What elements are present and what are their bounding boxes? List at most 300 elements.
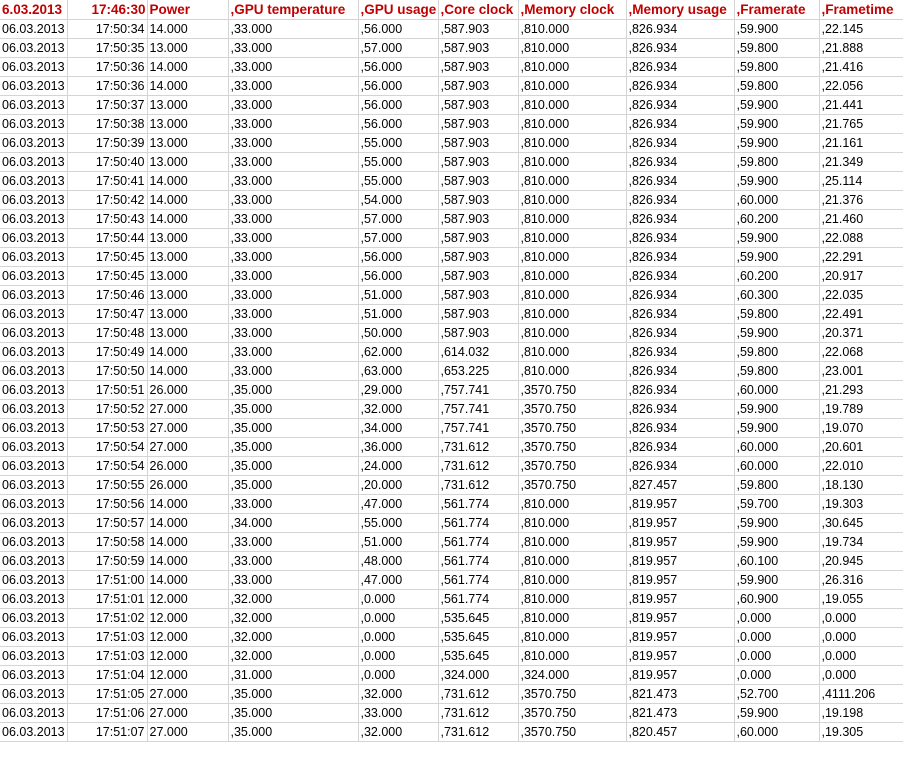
cell-memory-clock[interactable]: ,810.000	[518, 95, 626, 114]
cell-core-clock[interactable]: ,731.612	[438, 684, 518, 703]
cell-gpu-temperature[interactable]: ,33.000	[228, 95, 358, 114]
cell-time[interactable]: 17:50:40	[67, 152, 147, 171]
cell-framerate[interactable]: ,59.800	[734, 361, 819, 380]
cell-gpu-temperature[interactable]: ,35.000	[228, 703, 358, 722]
cell-gpu-temperature[interactable]: ,35.000	[228, 456, 358, 475]
cell-memory-clock[interactable]: ,810.000	[518, 627, 626, 646]
cell-memory-usage[interactable]: ,826.934	[626, 152, 734, 171]
cell-memory-clock[interactable]: ,810.000	[518, 266, 626, 285]
cell-time[interactable]: 17:50:54	[67, 456, 147, 475]
cell-memory-clock[interactable]: ,3570.750	[518, 437, 626, 456]
cell-core-clock[interactable]: ,587.903	[438, 114, 518, 133]
cell-date[interactable]: 06.03.2013	[0, 456, 67, 475]
cell-power[interactable]: 13.000	[147, 228, 228, 247]
cell-frametime[interactable]: ,21.888	[819, 38, 903, 57]
cell-gpu-temperature[interactable]: ,33.000	[228, 133, 358, 152]
cell-core-clock[interactable]: ,561.774	[438, 589, 518, 608]
cell-memory-clock[interactable]: ,810.000	[518, 494, 626, 513]
cell-date[interactable]: 06.03.2013	[0, 228, 67, 247]
cell-memory-clock[interactable]: ,810.000	[518, 532, 626, 551]
cell-memory-clock[interactable]: ,3570.750	[518, 722, 626, 741]
cell-memory-usage[interactable]: ,826.934	[626, 342, 734, 361]
cell-core-clock[interactable]: ,587.903	[438, 323, 518, 342]
cell-time[interactable]: 17:50:45	[67, 266, 147, 285]
cell-framerate[interactable]: ,0.000	[734, 665, 819, 684]
cell-framerate[interactable]: ,59.900	[734, 418, 819, 437]
cell-date[interactable]: 06.03.2013	[0, 190, 67, 209]
cell-memory-clock[interactable]: ,3570.750	[518, 380, 626, 399]
cell-gpu-temperature[interactable]: ,34.000	[228, 513, 358, 532]
cell-memory-clock[interactable]: ,3570.750	[518, 456, 626, 475]
cell-power[interactable]: 13.000	[147, 95, 228, 114]
cell-core-clock[interactable]: ,587.903	[438, 190, 518, 209]
cell-date[interactable]: 06.03.2013	[0, 266, 67, 285]
cell-memory-clock[interactable]: ,810.000	[518, 152, 626, 171]
cell-gpu-usage[interactable]: ,32.000	[358, 399, 438, 418]
cell-time[interactable]: 17:50:55	[67, 475, 147, 494]
cell-gpu-temperature[interactable]: ,32.000	[228, 608, 358, 627]
cell-core-clock[interactable]: ,587.903	[438, 247, 518, 266]
cell-memory-usage[interactable]: ,826.934	[626, 171, 734, 190]
cell-core-clock[interactable]: ,587.903	[438, 76, 518, 95]
cell-power[interactable]: 12.000	[147, 627, 228, 646]
cell-framerate[interactable]: ,59.800	[734, 475, 819, 494]
cell-time[interactable]: 17:51:03	[67, 646, 147, 665]
cell-time[interactable]: 17:50:45	[67, 247, 147, 266]
cell-frametime[interactable]: ,0.000	[819, 627, 903, 646]
cell-gpu-usage[interactable]: ,57.000	[358, 209, 438, 228]
cell-memory-usage[interactable]: ,826.934	[626, 266, 734, 285]
cell-framerate[interactable]: ,0.000	[734, 608, 819, 627]
cell-date[interactable]: 06.03.2013	[0, 475, 67, 494]
cell-framerate[interactable]: ,0.000	[734, 646, 819, 665]
cell-gpu-temperature[interactable]: ,35.000	[228, 475, 358, 494]
cell-frametime[interactable]: ,22.491	[819, 304, 903, 323]
cell-memory-usage[interactable]: ,826.934	[626, 19, 734, 38]
cell-framerate[interactable]: ,59.800	[734, 38, 819, 57]
cell-power[interactable]: 13.000	[147, 114, 228, 133]
cell-gpu-temperature[interactable]: ,33.000	[228, 247, 358, 266]
cell-memory-clock[interactable]: ,810.000	[518, 285, 626, 304]
cell-power[interactable]: 12.000	[147, 589, 228, 608]
cell-core-clock[interactable]: ,587.903	[438, 285, 518, 304]
cell-memory-clock[interactable]: ,810.000	[518, 114, 626, 133]
cell-frametime[interactable]: ,18.130	[819, 475, 903, 494]
cell-memory-clock[interactable]: ,810.000	[518, 171, 626, 190]
cell-time[interactable]: 17:51:00	[67, 570, 147, 589]
cell-core-clock[interactable]: ,731.612	[438, 437, 518, 456]
cell-core-clock[interactable]: ,587.903	[438, 266, 518, 285]
cell-framerate[interactable]: ,59.900	[734, 95, 819, 114]
cell-date[interactable]: 06.03.2013	[0, 285, 67, 304]
cell-framerate[interactable]: ,59.700	[734, 494, 819, 513]
cell-framerate[interactable]: ,60.200	[734, 209, 819, 228]
cell-memory-clock[interactable]: ,810.000	[518, 570, 626, 589]
cell-frametime[interactable]: ,19.734	[819, 532, 903, 551]
cell-gpu-usage[interactable]: ,36.000	[358, 437, 438, 456]
header-cell-time[interactable]: 17:46:30	[67, 0, 147, 19]
cell-frametime[interactable]: ,22.068	[819, 342, 903, 361]
cell-time[interactable]: 17:50:56	[67, 494, 147, 513]
cell-frametime[interactable]: ,22.056	[819, 76, 903, 95]
cell-power[interactable]: 14.000	[147, 551, 228, 570]
cell-framerate[interactable]: ,60.200	[734, 266, 819, 285]
cell-power[interactable]: 26.000	[147, 475, 228, 494]
cell-core-clock[interactable]: ,561.774	[438, 513, 518, 532]
cell-gpu-usage[interactable]: ,0.000	[358, 589, 438, 608]
cell-frametime[interactable]: ,21.376	[819, 190, 903, 209]
cell-core-clock[interactable]: ,561.774	[438, 494, 518, 513]
cell-time[interactable]: 17:50:57	[67, 513, 147, 532]
cell-core-clock[interactable]: ,757.741	[438, 380, 518, 399]
cell-frametime[interactable]: ,20.917	[819, 266, 903, 285]
cell-gpu-usage[interactable]: ,55.000	[358, 133, 438, 152]
cell-framerate[interactable]: ,59.800	[734, 342, 819, 361]
cell-framerate[interactable]: ,59.800	[734, 76, 819, 95]
cell-memory-clock[interactable]: ,810.000	[518, 551, 626, 570]
cell-framerate[interactable]: ,59.900	[734, 703, 819, 722]
cell-gpu-usage[interactable]: ,51.000	[358, 285, 438, 304]
cell-power[interactable]: 13.000	[147, 133, 228, 152]
cell-framerate[interactable]: ,59.800	[734, 304, 819, 323]
cell-date[interactable]: 06.03.2013	[0, 38, 67, 57]
cell-date[interactable]: 06.03.2013	[0, 133, 67, 152]
cell-gpu-temperature[interactable]: ,35.000	[228, 399, 358, 418]
cell-time[interactable]: 17:50:50	[67, 361, 147, 380]
cell-time[interactable]: 17:50:41	[67, 171, 147, 190]
cell-core-clock[interactable]: ,731.612	[438, 456, 518, 475]
cell-memory-clock[interactable]: ,3570.750	[518, 684, 626, 703]
cell-gpu-temperature[interactable]: ,33.000	[228, 570, 358, 589]
cell-frametime[interactable]: ,0.000	[819, 608, 903, 627]
cell-memory-clock[interactable]: ,810.000	[518, 361, 626, 380]
cell-power[interactable]: 27.000	[147, 399, 228, 418]
cell-memory-usage[interactable]: ,826.934	[626, 190, 734, 209]
cell-memory-usage[interactable]: ,826.934	[626, 456, 734, 475]
header-cell-memory-clock[interactable]: ,Memory clock	[518, 0, 626, 19]
cell-date[interactable]: 06.03.2013	[0, 437, 67, 456]
cell-time[interactable]: 17:50:52	[67, 399, 147, 418]
cell-framerate[interactable]: ,60.000	[734, 190, 819, 209]
header-cell-gpu-usage[interactable]: ,GPU usage	[358, 0, 438, 19]
cell-memory-usage[interactable]: ,826.934	[626, 38, 734, 57]
header-cell-framerate[interactable]: ,Framerate	[734, 0, 819, 19]
cell-gpu-usage[interactable]: ,56.000	[358, 247, 438, 266]
cell-framerate[interactable]: ,60.000	[734, 456, 819, 475]
cell-gpu-temperature[interactable]: ,33.000	[228, 76, 358, 95]
cell-power[interactable]: 14.000	[147, 19, 228, 38]
cell-gpu-usage[interactable]: ,32.000	[358, 722, 438, 741]
cell-gpu-usage[interactable]: ,33.000	[358, 703, 438, 722]
cell-power[interactable]: 27.000	[147, 418, 228, 437]
cell-memory-usage[interactable]: ,826.934	[626, 304, 734, 323]
cell-memory-clock[interactable]: ,810.000	[518, 589, 626, 608]
cell-memory-clock[interactable]: ,810.000	[518, 57, 626, 76]
cell-time[interactable]: 17:50:36	[67, 76, 147, 95]
cell-frametime[interactable]: ,25.114	[819, 171, 903, 190]
cell-gpu-temperature[interactable]: ,33.000	[228, 266, 358, 285]
cell-frametime[interactable]: ,23.001	[819, 361, 903, 380]
cell-memory-usage[interactable]: ,826.934	[626, 361, 734, 380]
header-cell-power[interactable]: Power	[147, 0, 228, 19]
cell-date[interactable]: 06.03.2013	[0, 247, 67, 266]
cell-gpu-usage[interactable]: ,0.000	[358, 608, 438, 627]
cell-date[interactable]: 06.03.2013	[0, 209, 67, 228]
cell-gpu-temperature[interactable]: ,33.000	[228, 190, 358, 209]
cell-gpu-usage[interactable]: ,57.000	[358, 38, 438, 57]
cell-framerate[interactable]: ,60.300	[734, 285, 819, 304]
cell-memory-usage[interactable]: ,826.934	[626, 114, 734, 133]
cell-frametime[interactable]: ,26.316	[819, 570, 903, 589]
cell-date[interactable]: 06.03.2013	[0, 19, 67, 38]
cell-gpu-usage[interactable]: ,55.000	[358, 513, 438, 532]
cell-power[interactable]: 13.000	[147, 38, 228, 57]
cell-date[interactable]: 06.03.2013	[0, 703, 67, 722]
cell-time[interactable]: 17:50:58	[67, 532, 147, 551]
cell-date[interactable]: 06.03.2013	[0, 608, 67, 627]
cell-power[interactable]: 14.000	[147, 57, 228, 76]
cell-core-clock[interactable]: ,587.903	[438, 228, 518, 247]
cell-memory-clock[interactable]: ,810.000	[518, 133, 626, 152]
cell-core-clock[interactable]: ,587.903	[438, 95, 518, 114]
cell-power[interactable]: 13.000	[147, 266, 228, 285]
cell-power[interactable]: 14.000	[147, 532, 228, 551]
cell-power[interactable]: 14.000	[147, 209, 228, 228]
cell-frametime[interactable]: ,21.293	[819, 380, 903, 399]
cell-core-clock[interactable]: ,535.645	[438, 608, 518, 627]
cell-time[interactable]: 17:50:39	[67, 133, 147, 152]
cell-gpu-usage[interactable]: ,56.000	[358, 266, 438, 285]
cell-gpu-temperature[interactable]: ,33.000	[228, 551, 358, 570]
cell-time[interactable]: 17:50:51	[67, 380, 147, 399]
cell-frametime[interactable]: ,0.000	[819, 665, 903, 684]
cell-memory-usage[interactable]: ,826.934	[626, 418, 734, 437]
cell-framerate[interactable]: ,59.900	[734, 513, 819, 532]
cell-frametime[interactable]: ,22.291	[819, 247, 903, 266]
cell-framerate[interactable]: ,60.000	[734, 437, 819, 456]
cell-framerate[interactable]: ,0.000	[734, 627, 819, 646]
cell-core-clock[interactable]: ,535.645	[438, 646, 518, 665]
cell-time[interactable]: 17:50:54	[67, 437, 147, 456]
cell-memory-usage[interactable]: ,826.934	[626, 247, 734, 266]
cell-date[interactable]: 06.03.2013	[0, 76, 67, 95]
cell-time[interactable]: 17:50:43	[67, 209, 147, 228]
cell-frametime[interactable]: ,19.305	[819, 722, 903, 741]
cell-gpu-temperature[interactable]: ,33.000	[228, 209, 358, 228]
cell-core-clock[interactable]: ,731.612	[438, 703, 518, 722]
cell-date[interactable]: 06.03.2013	[0, 589, 67, 608]
cell-date[interactable]: 06.03.2013	[0, 323, 67, 342]
cell-framerate[interactable]: ,59.900	[734, 19, 819, 38]
cell-memory-usage[interactable]: ,826.934	[626, 399, 734, 418]
cell-power[interactable]: 13.000	[147, 285, 228, 304]
cell-framerate[interactable]: ,59.900	[734, 247, 819, 266]
cell-framerate[interactable]: ,59.900	[734, 228, 819, 247]
cell-gpu-usage[interactable]: ,55.000	[358, 171, 438, 190]
cell-frametime[interactable]: ,21.161	[819, 133, 903, 152]
cell-gpu-temperature[interactable]: ,35.000	[228, 437, 358, 456]
cell-gpu-usage[interactable]: ,54.000	[358, 190, 438, 209]
cell-time[interactable]: 17:50:38	[67, 114, 147, 133]
cell-core-clock[interactable]: ,614.032	[438, 342, 518, 361]
cell-framerate[interactable]: ,59.900	[734, 323, 819, 342]
cell-gpu-temperature[interactable]: ,33.000	[228, 152, 358, 171]
cell-core-clock[interactable]: ,561.774	[438, 551, 518, 570]
cell-gpu-usage[interactable]: ,63.000	[358, 361, 438, 380]
cell-date[interactable]: 06.03.2013	[0, 570, 67, 589]
cell-date[interactable]: 06.03.2013	[0, 513, 67, 532]
cell-power[interactable]: 13.000	[147, 304, 228, 323]
cell-date[interactable]: 06.03.2013	[0, 418, 67, 437]
cell-memory-usage[interactable]: ,826.934	[626, 380, 734, 399]
cell-gpu-usage[interactable]: ,0.000	[358, 665, 438, 684]
cell-gpu-temperature[interactable]: ,32.000	[228, 646, 358, 665]
cell-time[interactable]: 17:51:07	[67, 722, 147, 741]
header-cell-date[interactable]: 6.03.2013	[0, 0, 67, 19]
cell-memory-usage[interactable]: ,819.957	[626, 665, 734, 684]
cell-gpu-temperature[interactable]: ,33.000	[228, 38, 358, 57]
cell-gpu-temperature[interactable]: ,33.000	[228, 285, 358, 304]
cell-memory-usage[interactable]: ,826.934	[626, 228, 734, 247]
cell-frametime[interactable]: ,21.441	[819, 95, 903, 114]
cell-framerate[interactable]: ,60.000	[734, 380, 819, 399]
cell-framerate[interactable]: ,59.900	[734, 133, 819, 152]
cell-memory-usage[interactable]: ,826.934	[626, 57, 734, 76]
cell-memory-clock[interactable]: ,3570.750	[518, 475, 626, 494]
cell-date[interactable]: 06.03.2013	[0, 532, 67, 551]
cell-gpu-usage[interactable]: ,55.000	[358, 152, 438, 171]
cell-gpu-temperature[interactable]: ,33.000	[228, 323, 358, 342]
cell-time[interactable]: 17:50:48	[67, 323, 147, 342]
cell-date[interactable]: 06.03.2013	[0, 380, 67, 399]
cell-power[interactable]: 14.000	[147, 171, 228, 190]
cell-memory-clock[interactable]: ,810.000	[518, 646, 626, 665]
cell-core-clock[interactable]: ,731.612	[438, 722, 518, 741]
cell-time[interactable]: 17:50:47	[67, 304, 147, 323]
cell-power[interactable]: 12.000	[147, 646, 228, 665]
cell-core-clock[interactable]: ,653.225	[438, 361, 518, 380]
cell-gpu-usage[interactable]: ,0.000	[358, 627, 438, 646]
cell-core-clock[interactable]: ,561.774	[438, 532, 518, 551]
cell-memory-clock[interactable]: ,810.000	[518, 76, 626, 95]
cell-date[interactable]: 06.03.2013	[0, 684, 67, 703]
cell-gpu-usage[interactable]: ,56.000	[358, 76, 438, 95]
cell-time[interactable]: 17:51:06	[67, 703, 147, 722]
cell-date[interactable]: 06.03.2013	[0, 551, 67, 570]
cell-date[interactable]: 06.03.2013	[0, 627, 67, 646]
cell-memory-usage[interactable]: ,826.934	[626, 76, 734, 95]
cell-frametime[interactable]: ,20.601	[819, 437, 903, 456]
cell-memory-usage[interactable]: ,819.957	[626, 646, 734, 665]
cell-memory-clock[interactable]: ,324.000	[518, 665, 626, 684]
cell-gpu-usage[interactable]: ,47.000	[358, 494, 438, 513]
cell-date[interactable]: 06.03.2013	[0, 304, 67, 323]
cell-date[interactable]: 06.03.2013	[0, 342, 67, 361]
cell-power[interactable]: 14.000	[147, 513, 228, 532]
cell-time[interactable]: 17:50:42	[67, 190, 147, 209]
cell-time[interactable]: 17:50:49	[67, 342, 147, 361]
cell-power[interactable]: 27.000	[147, 684, 228, 703]
cell-memory-usage[interactable]: ,819.957	[626, 494, 734, 513]
cell-memory-usage[interactable]: ,821.473	[626, 684, 734, 703]
cell-time[interactable]: 17:51:03	[67, 627, 147, 646]
cell-framerate[interactable]: ,60.100	[734, 551, 819, 570]
cell-frametime[interactable]: ,19.789	[819, 399, 903, 418]
cell-power[interactable]: 13.000	[147, 323, 228, 342]
cell-memory-clock[interactable]: ,810.000	[518, 190, 626, 209]
cell-memory-clock[interactable]: ,810.000	[518, 513, 626, 532]
cell-time[interactable]: 17:50:59	[67, 551, 147, 570]
cell-date[interactable]: 06.03.2013	[0, 665, 67, 684]
cell-gpu-usage[interactable]: ,32.000	[358, 684, 438, 703]
cell-power[interactable]: 26.000	[147, 456, 228, 475]
cell-memory-clock[interactable]: ,3570.750	[518, 418, 626, 437]
cell-gpu-temperature[interactable]: ,31.000	[228, 665, 358, 684]
cell-memory-usage[interactable]: ,819.957	[626, 570, 734, 589]
cell-gpu-temperature[interactable]: ,33.000	[228, 494, 358, 513]
cell-frametime[interactable]: ,20.945	[819, 551, 903, 570]
cell-gpu-usage[interactable]: ,56.000	[358, 19, 438, 38]
cell-memory-usage[interactable]: ,827.457	[626, 475, 734, 494]
cell-memory-usage[interactable]: ,819.957	[626, 589, 734, 608]
cell-gpu-usage[interactable]: ,51.000	[358, 304, 438, 323]
cell-power[interactable]: 14.000	[147, 190, 228, 209]
cell-frametime[interactable]: ,19.303	[819, 494, 903, 513]
cell-power[interactable]: 27.000	[147, 722, 228, 741]
cell-gpu-temperature[interactable]: ,35.000	[228, 380, 358, 399]
cell-power[interactable]: 14.000	[147, 361, 228, 380]
cell-core-clock[interactable]: ,324.000	[438, 665, 518, 684]
cell-frametime[interactable]: ,22.145	[819, 19, 903, 38]
cell-memory-clock[interactable]: ,810.000	[518, 304, 626, 323]
cell-memory-clock[interactable]: ,810.000	[518, 247, 626, 266]
cell-framerate[interactable]: ,59.900	[734, 532, 819, 551]
cell-gpu-temperature[interactable]: ,33.000	[228, 361, 358, 380]
cell-time[interactable]: 17:51:02	[67, 608, 147, 627]
cell-core-clock[interactable]: ,731.612	[438, 475, 518, 494]
cell-time[interactable]: 17:50:53	[67, 418, 147, 437]
cell-frametime[interactable]: ,22.010	[819, 456, 903, 475]
cell-gpu-temperature[interactable]: ,33.000	[228, 228, 358, 247]
cell-memory-clock[interactable]: ,3570.750	[518, 399, 626, 418]
cell-frametime[interactable]: ,4111.206	[819, 684, 903, 703]
cell-time[interactable]: 17:51:01	[67, 589, 147, 608]
cell-gpu-usage[interactable]: ,29.000	[358, 380, 438, 399]
cell-memory-usage[interactable]: ,826.934	[626, 209, 734, 228]
cell-frametime[interactable]: ,19.070	[819, 418, 903, 437]
cell-frametime[interactable]: ,0.000	[819, 646, 903, 665]
cell-time[interactable]: 17:50:36	[67, 57, 147, 76]
cell-gpu-usage[interactable]: ,20.000	[358, 475, 438, 494]
cell-gpu-usage[interactable]: ,56.000	[358, 57, 438, 76]
cell-framerate[interactable]: ,59.800	[734, 57, 819, 76]
cell-core-clock[interactable]: ,587.903	[438, 19, 518, 38]
cell-memory-usage[interactable]: ,826.934	[626, 285, 734, 304]
cell-frametime[interactable]: ,22.035	[819, 285, 903, 304]
cell-gpu-usage[interactable]: ,51.000	[358, 532, 438, 551]
header-cell-memory-usage[interactable]: ,Memory usage	[626, 0, 734, 19]
cell-gpu-temperature[interactable]: ,35.000	[228, 684, 358, 703]
cell-core-clock[interactable]: ,587.903	[438, 133, 518, 152]
header-cell-gpu-temperature[interactable]: ,GPU temperature	[228, 0, 358, 19]
cell-time[interactable]: 17:50:35	[67, 38, 147, 57]
cell-power[interactable]: 14.000	[147, 494, 228, 513]
cell-date[interactable]: 06.03.2013	[0, 399, 67, 418]
cell-framerate[interactable]: ,52.700	[734, 684, 819, 703]
cell-frametime[interactable]: ,30.645	[819, 513, 903, 532]
cell-date[interactable]: 06.03.2013	[0, 95, 67, 114]
cell-memory-clock[interactable]: ,810.000	[518, 19, 626, 38]
